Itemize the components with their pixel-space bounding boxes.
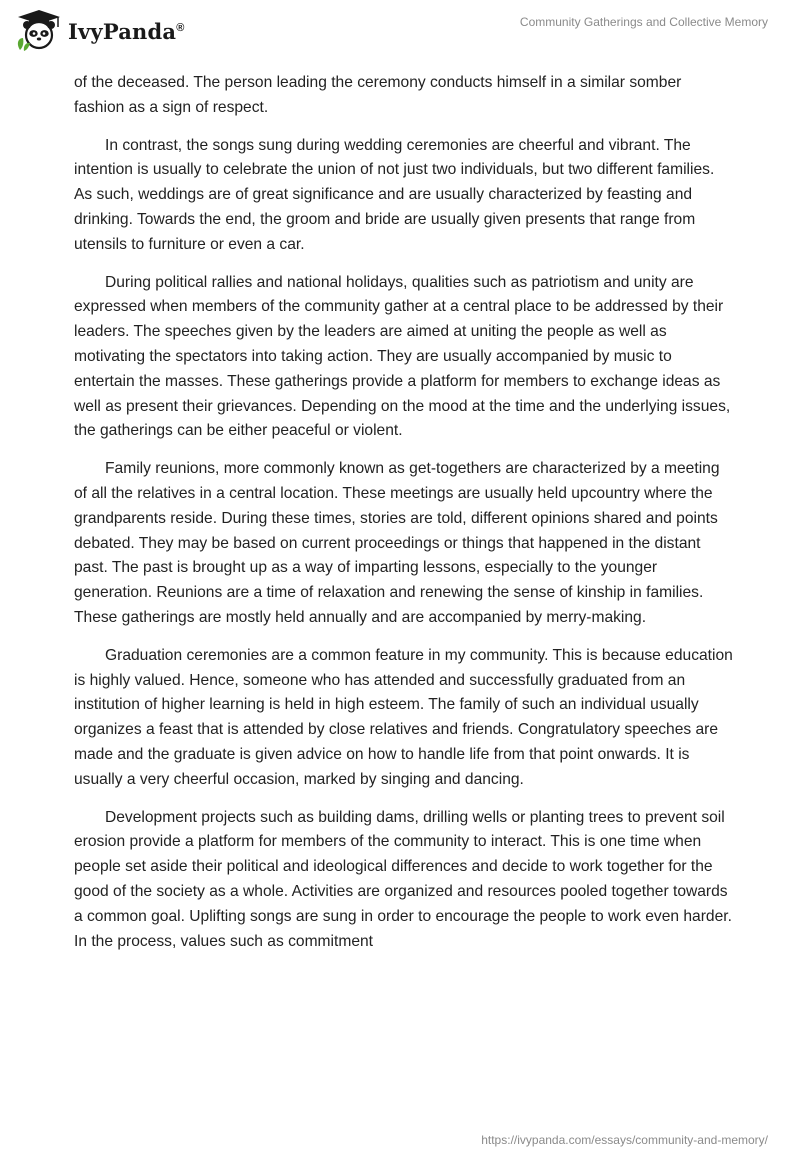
logo-wordmark [68, 19, 185, 44]
ivypanda-logo[interactable] [14, 8, 185, 52]
paragraph-political-rallies: During political rallies and national holidays, qualities such as patriotism and unity are expressed when members of the community gather at a central place to be addressed by their leaders. The speeches given by the leaders are aimed at uniting the people as well as motivating the spectators into taking action. They are usually accompanied by music to entertain the masses. These gatherings provide a platform for members to exchange ideas as well as present their grievances. Depending on the mood at the time and the underlying issues, the gatherings can be either peaceful or violent. [74, 273, 731, 440]
paragraph-graduation: Graduation ceremonies are a common feature in my community. This is because education is highly valued. Hence, someone who has attended and successfully graduated from an institution of higher learning is held in high esteem. The family of such an individual usually organizes a feast that is attended by close relatives and friends. Congratulatory speeches are made and the graduate is given advice on how to handle life from that point onwards. It is usually a very cheerful occasion, marked by singing and dancing. [74, 646, 733, 788]
source-url[interactable]: https://ivypanda.com/essays/community-and-memory/ [481, 1133, 768, 1147]
registered-mark: ® [176, 21, 185, 34]
panda-graduate-icon [14, 8, 64, 52]
paragraph-continuation: of the deceased. The person leading the ceremony conducts himself in a similar somber fashion as a sign of respect. [74, 74, 682, 116]
paragraph-family-reunions: Family reunions, more commonly known as get-togethers are characterized by a meeting of all the relatives in a central location. These meetings are usually held upcountry where the grandparents reside. During these times, stories are told, different opinions shared and points debated. They may be based on current proceedings or things that happened in the distant past. The past is brought up as a way of imparting lessons, especially to the younger generation. Reunions are a time of relaxation and renewing the sense of kinship in families. These gatherings are mostly held annually and are accompanied by merry-making. [74, 460, 720, 626]
brand-name: IvyPanda [68, 18, 177, 44]
paragraph-development-projects: Development projects such as building dams, drilling wells or planting trees to prevent soil erosion provide a platform for members of the community to interact. This is one time when people set aside their political and ideological differences and decide to work together for the good of the society as a whole. Activities are organized and resources pooled together towards a common goal. Uplifting songs are sung in order to encourage the people to work even harder. In the process, values such as commitment [74, 808, 732, 950]
page-header [0, 0, 800, 70]
document-title: Community Gatherings and Collective Memory [519, 15, 768, 29]
essay-body [74, 71, 734, 967]
paragraph-weddings: In contrast, the songs sung during wedding ceremonies are cheerful and vibrant. The intention is usually to celebrate the union of not just two individuals, but two different families. As such, weddings are of great significance and are usually characterized by feasting and drinking. Towards the end, the groom and bride are usually given presents that range from utensils to furniture or even a car. [74, 136, 715, 253]
